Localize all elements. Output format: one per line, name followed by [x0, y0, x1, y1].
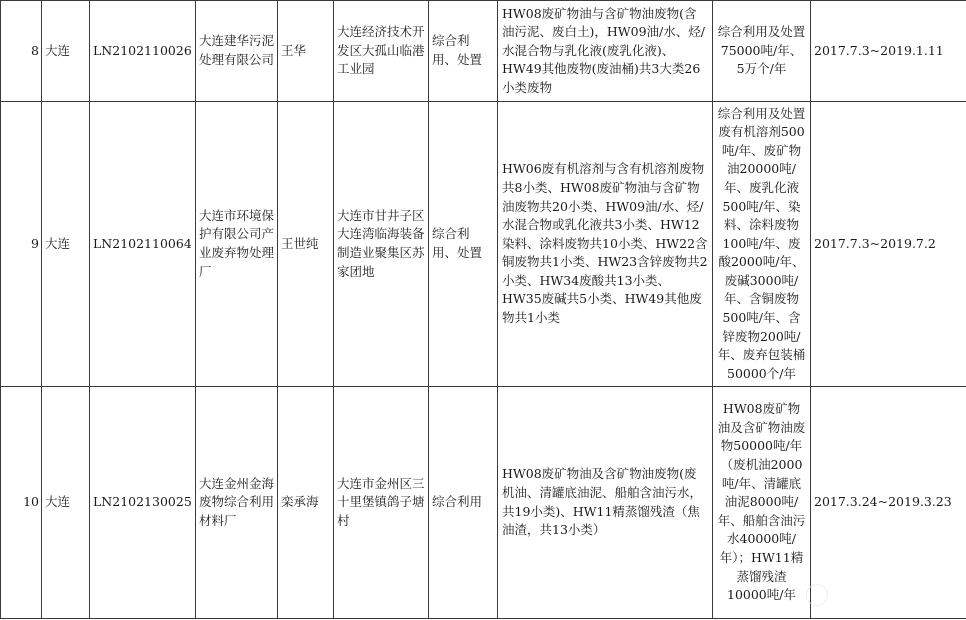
city-cell: 大连	[42, 1, 90, 102]
capacity-cell: 综合利用及处置废有机溶剂500吨/年、废矿物油20000吨/年、废乳化液500吨/年、染料、涂料废物100吨/年、废酸2000吨/年、废碱3000吨/年、含铜废物500吨/年、含锌废物200吨/年、废弃包装桶50000个/年	[713, 102, 811, 387]
operation-mode-cell: 综合利用、处置	[429, 1, 498, 102]
row-number: 8	[1, 1, 42, 102]
waste-types-cell: HW06废有机溶剂与含有机溶剂废物共8小类、HW08废矿物油与含矿物油废物共20小类、HW09油/水、烃/水混合物或乳化液共3小类、HW12染料、涂料废物共10小类、HW22含铜废物共1小类、HW23含锌废物共2小类、HW34废酸共13小类、HW35废碱共5小类、HW49其他废物共1小类	[498, 102, 713, 387]
facility-address-cell: 大连市甘井子区大连湾临海装备制造业聚集区苏家团地	[334, 102, 429, 387]
validity-period-cell: 2017.3.24~2019.3.23	[811, 387, 966, 619]
row-number: 9	[1, 102, 42, 387]
capacity-cell: 综合利用及处置75000吨/年、5万个/年	[713, 1, 811, 102]
validity-period-cell: 2017.7.3~2019.7.2	[811, 102, 966, 387]
license-number-cell: LN2102130025	[90, 387, 196, 619]
row-number: 10	[1, 387, 42, 619]
validity-period-cell: 2017.7.3~2019.1.11	[811, 1, 966, 102]
facility-address-cell: 大连经济技术开发区大孤山临港工业园	[334, 1, 429, 102]
capacity-cell: HW08废矿物油及含矿物油废物50000吨/年（废机油2000吨/年、清罐底油泥8000吨/年、船舶含油污水40000吨/年）；HW11精蒸馏残渣10000吨/年	[713, 387, 811, 619]
table-row	[1, 102, 966, 387]
city-cell: 大连	[42, 387, 90, 619]
waste-types-cell: HW08废矿物油及含矿物油废物(废机油、清罐底油泥、船舶含油污水，共19小类)、HW11精蒸馏残渣（焦油渣，共13小类）	[498, 387, 713, 619]
table-row	[1, 387, 966, 619]
table-row	[1, 1, 966, 102]
company-name-cell: 大连建华污泥处理有限公司	[196, 1, 278, 102]
company-name-cell: 大连金州金海废物综合利用材料厂	[196, 387, 278, 619]
company-name-cell: 大连市环境保护有限公司产业废弃物处理厂	[196, 102, 278, 387]
watermark-icon	[806, 584, 828, 606]
legal-representative-cell: 栾承海	[278, 387, 334, 619]
waste-types-cell: HW08废矿物油与含矿物油废物(含油污泥、废白土)，HW09油/水、烃/水混合物与乳化液(废乳化液)、HW49其他废物(废油桶)共3大类26小类废物	[498, 1, 713, 102]
facility-address-cell: 大连市金州区三十里堡镇鸽子塘村	[334, 387, 429, 619]
operation-mode-cell: 综合利用	[429, 387, 498, 619]
legal-representative-cell: 王华	[278, 1, 334, 102]
license-number-cell: LN2102110026	[90, 1, 196, 102]
city-cell: 大连	[42, 102, 90, 387]
operation-mode-cell: 综合利用、处置	[429, 102, 498, 387]
license-number-cell: LN2102110064	[90, 102, 196, 387]
legal-representative-cell: 王世纯	[278, 102, 334, 387]
